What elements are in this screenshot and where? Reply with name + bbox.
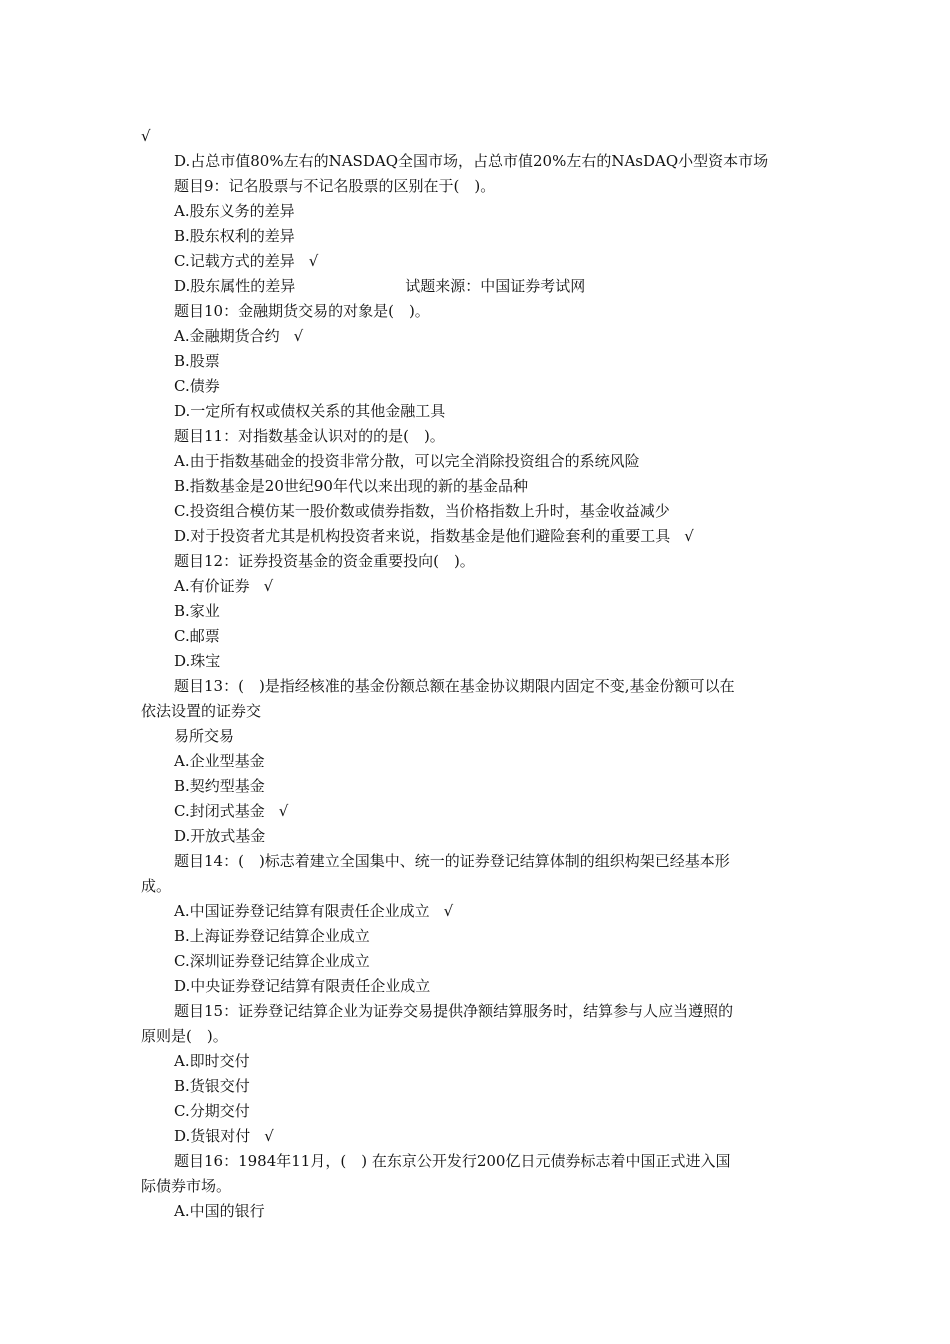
option-text: C.封闭式基金	[174, 802, 265, 820]
q11-option-c: C.投资组合模仿某一股价数或债券指数，当价格指数上升时，基金收益减少	[174, 502, 670, 520]
option-text: A.中国证券登记结算有限责任企业成立	[174, 902, 430, 920]
q12-option-b: B.家业	[174, 602, 220, 620]
question-15-continued: 原则是( )。	[141, 1027, 228, 1045]
option-text: A.有价证券	[174, 577, 250, 595]
question-12: 题目12：证券投资基金的资金重要投向( )。	[174, 552, 475, 570]
q14-option-b: B.上海证券登记结算企业成立	[174, 927, 370, 945]
q11-option-b: B.指数基金是20世纪90年代以来出现的新的基金品种	[174, 477, 528, 495]
question-16-continued: 际债券市场。	[141, 1177, 232, 1195]
option-text: A.金融期货合约	[174, 327, 280, 345]
option-text: D.股东属性的差异	[174, 277, 296, 295]
question-11: 题目11：对指数基金认识对的的是( )。	[174, 427, 445, 445]
option-text: D.对于投资者尤其是机构投资者来说，指数基金是他们避险套利的重要工具	[174, 527, 671, 545]
q9-option-b: B.股东权利的差异	[174, 227, 295, 245]
question-13-continued: 依法设置的证券交	[141, 702, 262, 720]
q8-option-d: D.占总市值80%左右的NASDAQ全国市场，占总市值20%左右的NAsDAQ小型资本市场	[174, 152, 769, 170]
q14-option-d: D.中央证券登记结算有限责任企业成立	[174, 977, 431, 995]
source-note: 试题来源：中国证券考试网	[405, 277, 586, 295]
q14-option-c: C.深圳证券登记结算企业成立	[174, 952, 370, 970]
q11-option-a: A.由于指数基础金的投资非常分散，可以完全消除投资组合的系统风险	[174, 452, 640, 470]
check-mark: √	[278, 802, 289, 820]
q13-option-a: A.企业型基金	[174, 752, 265, 770]
check-mark: √	[264, 1127, 274, 1145]
q9-option-d	[174, 276, 585, 296]
question-9: 题目9：记名股票与不记名股票的区别在于( )。	[174, 177, 496, 195]
question-14-continued: 成。	[141, 877, 172, 895]
q10-option-a	[174, 326, 303, 346]
option-text: C.记载方式的差异	[174, 252, 295, 270]
q14-option-a	[174, 901, 453, 921]
check-mark: √	[308, 252, 319, 270]
question-13-continued: 易所交易	[174, 727, 235, 745]
q9-option-c	[174, 251, 318, 271]
check-mark: √	[141, 127, 151, 145]
question-14: 题目14：( )标志着建立全国集中、统一的证券登记结算体制的组织构架已经基本形	[174, 852, 730, 870]
q10-option-b: B.股票	[174, 352, 220, 370]
q13-option-d: D.开放式基金	[174, 827, 266, 845]
q12-option-d: D.珠宝	[174, 652, 221, 670]
q15-option-c: C.分期交付	[174, 1102, 250, 1120]
q12-option-a	[174, 576, 273, 596]
question-15: 题目15：证券登记结算企业为证券交易提供净额结算服务时，结算参与人应当遵照的	[174, 1002, 734, 1020]
q15-option-b: B.货银交付	[174, 1077, 250, 1095]
question-16: 题目16：1984年11月，( ) 在东京公开发行200亿日元债券标志着中国正式进入国	[174, 1152, 731, 1170]
check-mark: √	[684, 527, 694, 545]
q15-option-a: A.即时交付	[174, 1052, 250, 1070]
check-mark: √	[293, 327, 304, 345]
check-mark: √	[263, 577, 274, 595]
option-text: D.货银对付	[174, 1127, 251, 1145]
question-10: 题目10：金融期货交易的对象是( )。	[174, 302, 430, 320]
q13-option-b: B.契约型基金	[174, 777, 265, 795]
q10-option-c: C.债券	[174, 377, 220, 395]
q13-option-c	[174, 801, 288, 821]
q16-option-a: A.中国的银行	[174, 1202, 265, 1220]
q12-option-c: C.邮票	[174, 627, 220, 645]
question-13: 题目13：( )是指经核准的基金份额总额在基金协议期限内固定不变,基金份额可以在	[174, 677, 735, 695]
q10-option-d: D.一定所有权或债权关系的其他金融工具	[174, 402, 446, 420]
q15-option-d	[174, 1126, 274, 1146]
q11-option-d	[174, 526, 694, 546]
check-mark: √	[443, 902, 454, 920]
q9-option-a: A.股东义务的差异	[174, 202, 295, 220]
